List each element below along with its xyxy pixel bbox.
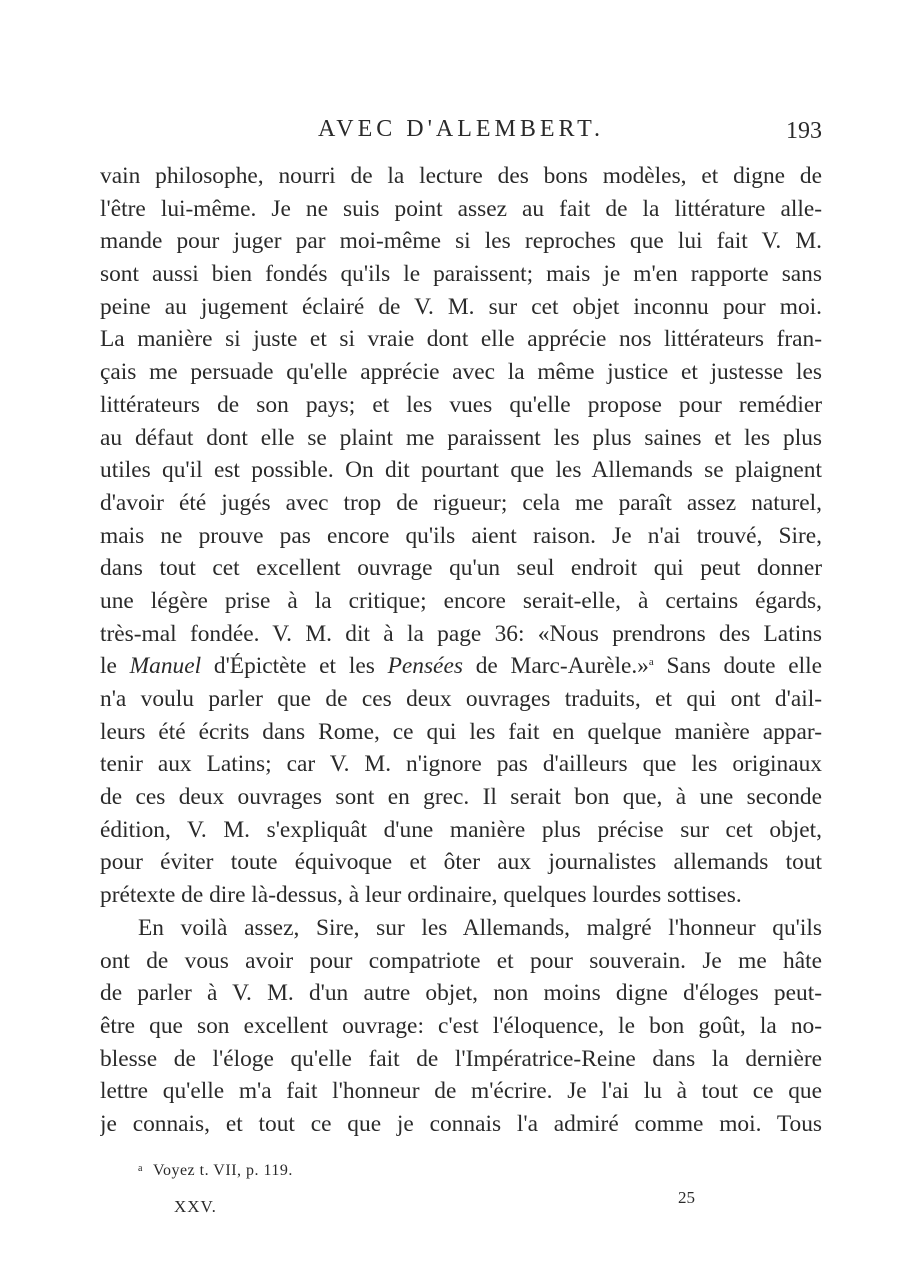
paragraph-start-line: En voilà assez, Sire, sur les Allemands, malgré l'honneur qu'ils: [138, 914, 822, 941]
text-line: mais ne prouve pas encore qu'ils aient raison. Je n'ai trouvé, Sire,: [100, 522, 822, 549]
signature-volume: XXV.: [174, 1197, 217, 1216]
footnote-text: Voyez t. VII, p. 119.: [152, 1162, 293, 1179]
text-line: tenir aux Latins; car V. M. n'ignore pas d'ailleurs que les originaux: [100, 751, 822, 778]
text-line: l'être lui-même. Je ne suis point assez au fait de la littérature alle-: [100, 195, 822, 222]
text-line: de parler à V. M. d'un autre objet, non moins digne d'éloges peut-: [100, 980, 822, 1007]
paragraph-end-line: prétexte de dire là-dessus, à leur ordinaire, quelques lourdes sottises.: [100, 882, 742, 909]
footnote-mark: a: [138, 1163, 143, 1174]
running-title: AVEC D'ALEMBERT.: [318, 116, 604, 142]
text-line: sont aussi bien fondés qu'ils le paraissent; mais je m'en rapporte sans: [100, 261, 822, 288]
footnote: [138, 1162, 293, 1180]
text-line: de ces deux ouvrages sont en grec. Il serait bon que, à une seconde: [100, 784, 822, 811]
text-line: je connais, et tout ce que je connais l'a admiré comme moi. Tous: [100, 1110, 822, 1137]
text-line: très-mal fondée. V. M. dit à la page 36: «Nous prendrons des Latins: [100, 620, 822, 647]
text-line: leurs été écrits dans Rome, ce qui les fait en quelque manière appar-: [100, 718, 822, 745]
work-title-manuel: Manuel: [129, 653, 202, 680]
text-line: utiles qu'il est possible. On dit pourtant que les Allemands se plaignent: [100, 457, 822, 484]
signature-number: 25: [678, 1188, 695, 1207]
text-line: pour éviter toute équivoque et ôter aux journalistes allemands tout: [100, 849, 822, 876]
line-text: Sans doute elle: [653, 653, 822, 680]
text-line: peine au jugement éclairé de V. M. sur cet objet inconnu pour moi.: [100, 293, 822, 320]
text-line: blesse de l'éloge qu'elle fait de l'Impératrice-Reine dans la dernière: [100, 1045, 822, 1072]
text-line: d'avoir été jugés avec trop de rigueur; cela me paraît assez naturel,: [100, 489, 822, 516]
text-line: dans tout cet excellent ouvrage qu'un seul endroit qui peut donner: [100, 555, 822, 582]
line-text: d'Épictète et les: [201, 653, 388, 680]
text-line: La manière si juste et si vraie dont elle apprécie nos littérateurs fran-: [100, 326, 822, 353]
text-line: ont de vous avoir pour compatriote et pour souverain. Je me hâte: [100, 947, 822, 974]
work-title-pensees: Pensées: [387, 653, 463, 680]
text-line: lettre qu'elle m'a fait l'honneur de m'écrire. Je l'ai lu à tout ce que: [100, 1078, 822, 1105]
text-line: édition, V. M. s'expliquât d'une manière plus précise sur cet objet,: [100, 816, 822, 843]
text-line: n'a voulu parler que de ces deux ouvrages traduits, et qui ont d'ail-: [100, 686, 822, 712]
text-line: çais me persuade qu'elle apprécie avec la même justice et justesse les: [100, 359, 822, 386]
footnote-reference: a: [648, 656, 654, 669]
text-line: être que son excellent ouvrage: c'est l'éloquence, le bon goût, la no-: [100, 1012, 822, 1039]
line-text: de Marc-Aurèle.»: [462, 653, 649, 680]
text-line: au défaut dont elle se plaint me paraissent les plus saines et les plus: [100, 424, 822, 451]
running-head: [100, 116, 822, 152]
text-line: une légère prise à la critique; encore serait-elle, à certains égards,: [100, 587, 822, 614]
text-line: mande pour juger par moi-même si les reproches que lui fait V. M.: [100, 228, 822, 255]
body-text: [100, 160, 822, 1141]
text-line: littérateurs de son pays; et les vues qu'elle propose pour remédier: [100, 391, 822, 418]
page-number: 193: [786, 118, 822, 144]
text-line-with-italics: [100, 650, 822, 683]
line-text: le: [100, 653, 130, 680]
text-line: vain philosophe, nourri de la lecture des bons modèles, et digne de: [100, 163, 822, 189]
